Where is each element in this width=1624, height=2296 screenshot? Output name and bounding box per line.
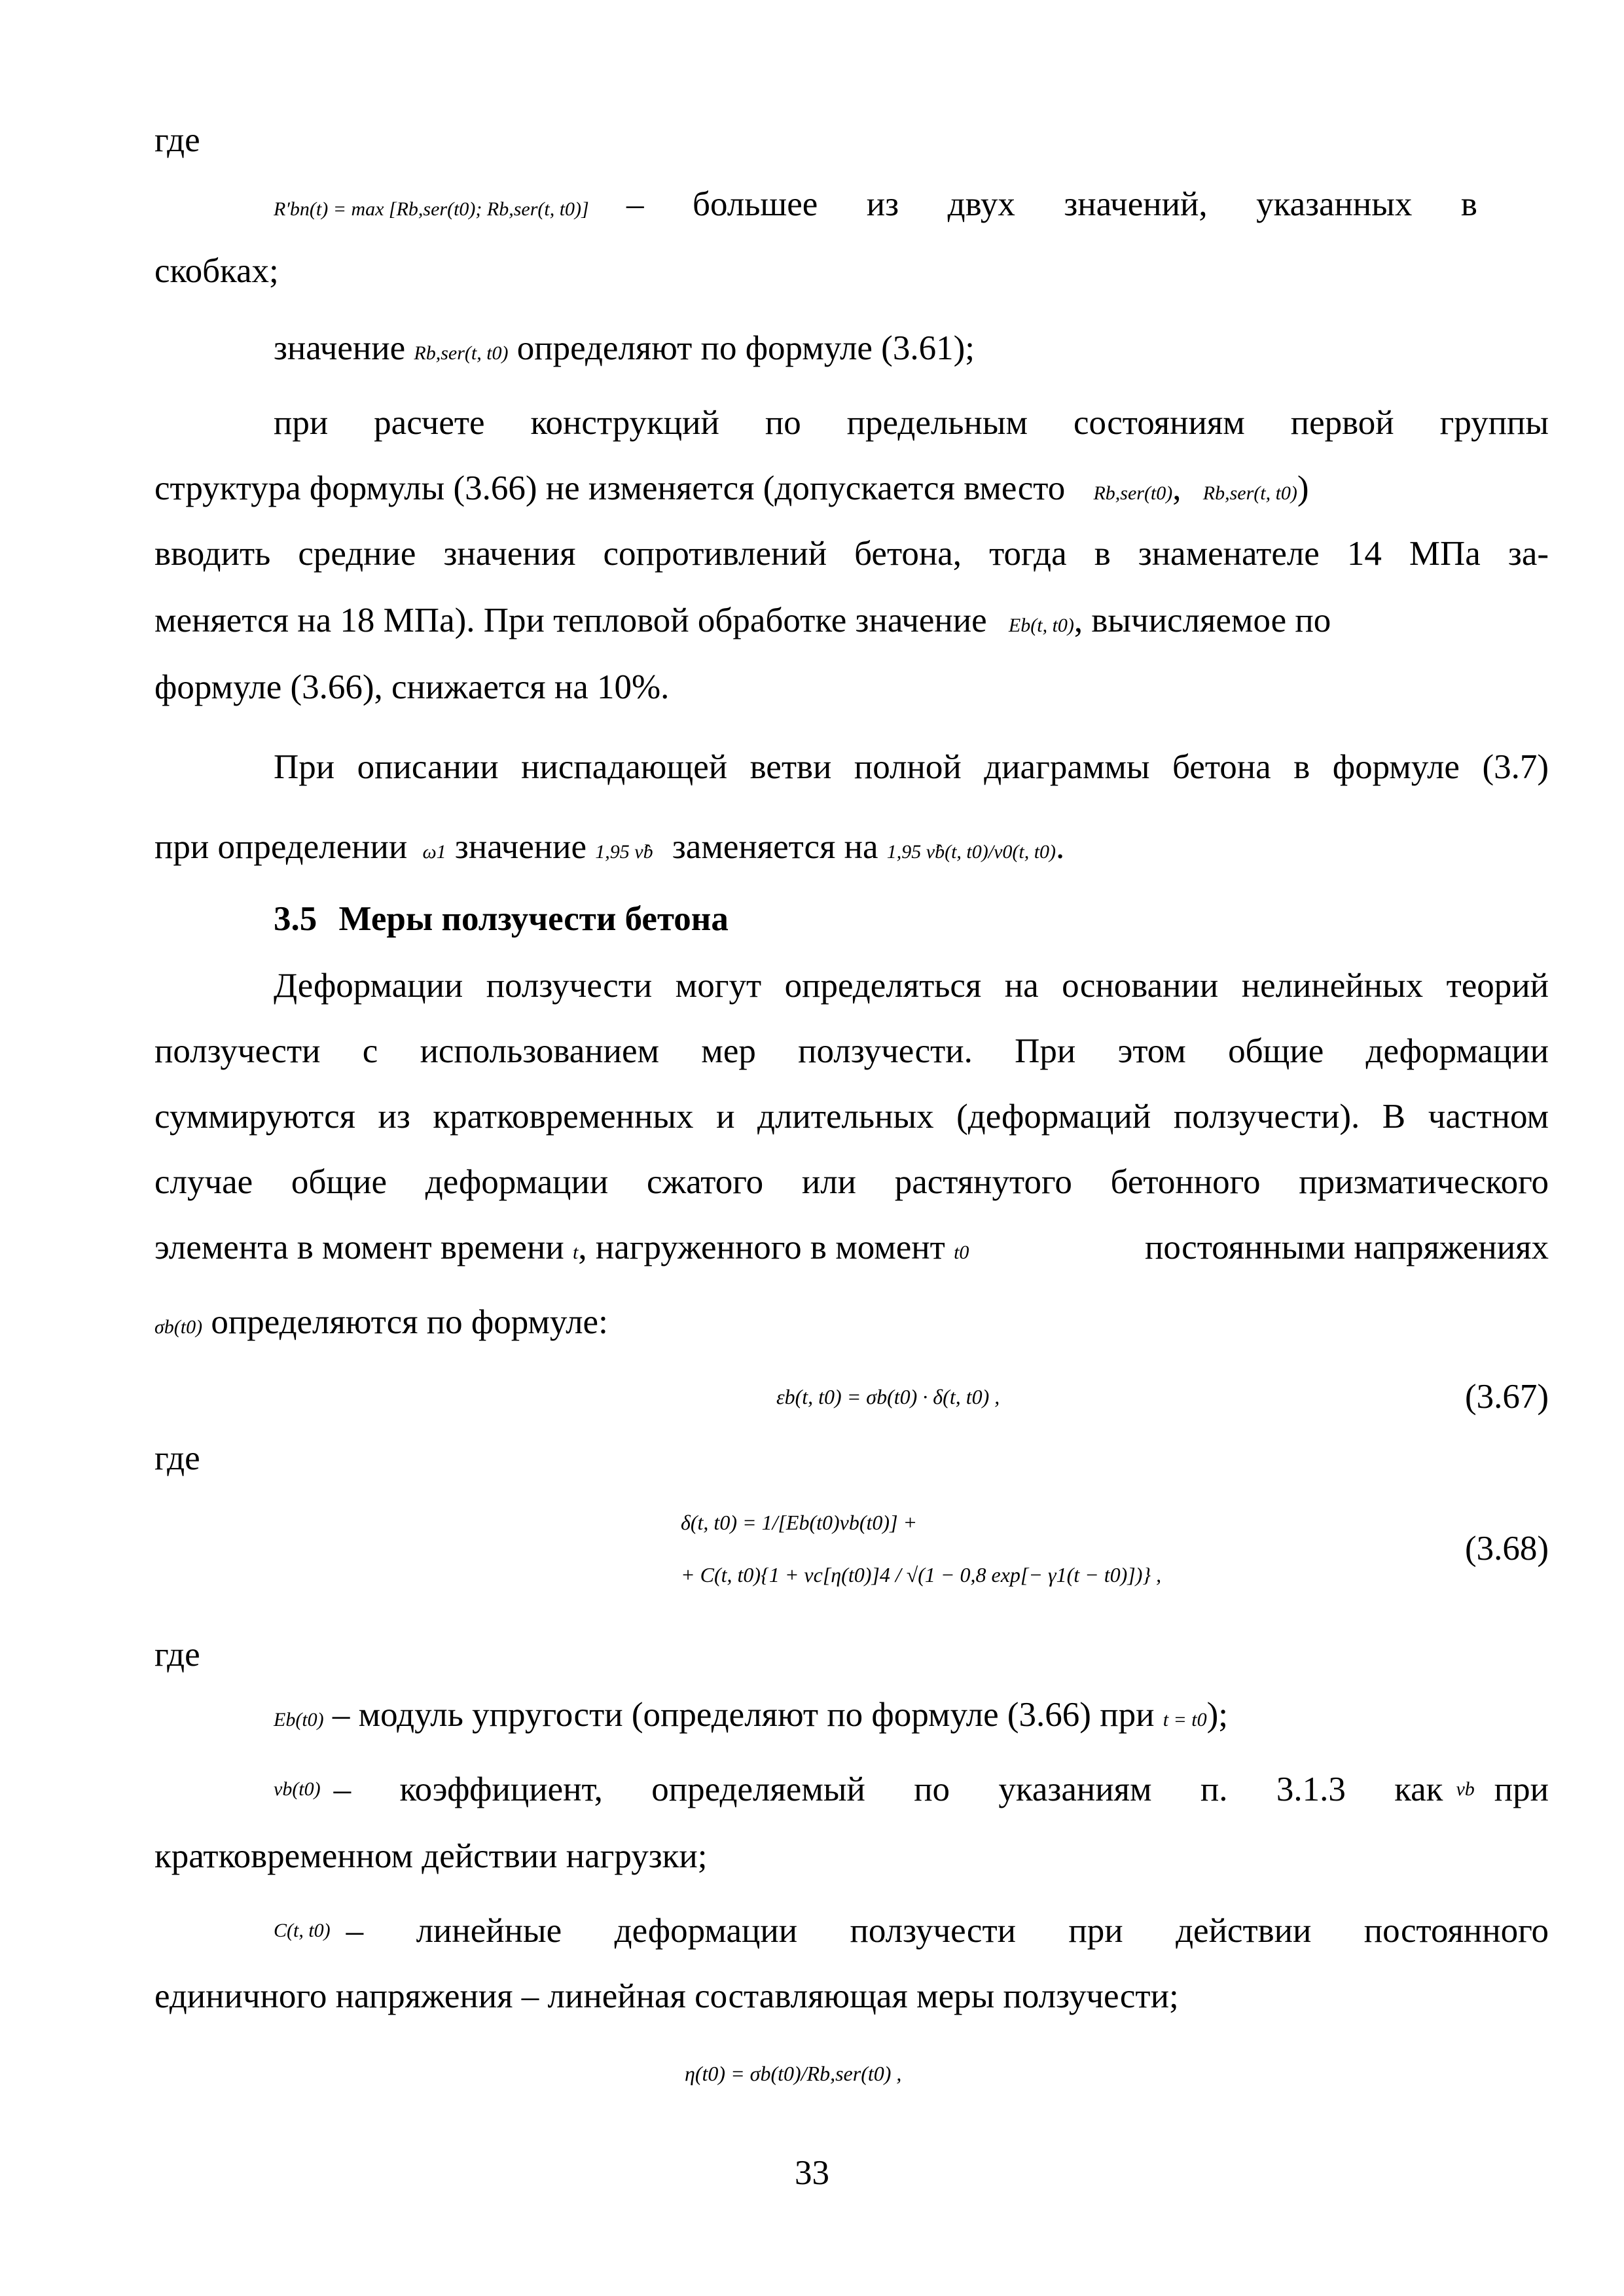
creep-text-c: постоянными напряжениях <box>1144 1229 1549 1266</box>
where-label-3: где <box>154 1636 200 1674</box>
rbn-description-end: скобках; <box>154 252 279 290</box>
t-symbol: t <box>573 1242 579 1263</box>
nub-formula: νb <box>1456 1778 1475 1800</box>
rbn-formula: R′bn(t) = max [Rb,ser(t0); Rb,ser(t, t0)] <box>274 198 589 220</box>
heat-treatment-text: меняется на 18 МПа). При тепловой обработке значение <box>154 601 987 639</box>
creep-line-3: суммируются из кратковременных и длительных (деформаций ползучести). В частном <box>154 1098 1549 1136</box>
equation-number-3-67: (3.67) <box>1464 1378 1549 1416</box>
equation-3-68-line-1: δ(t, t0) = 1/[Eb(t0)νb(t0)] + <box>681 1511 918 1534</box>
creep-text-a: элемента в момент времени <box>154 1229 564 1266</box>
creep-text-end: определяются по формуле: <box>211 1303 608 1341</box>
section-heading <box>274 899 729 939</box>
eb-definition-line <box>274 1695 1228 1740</box>
nub-definition-line <box>274 1770 1549 1809</box>
first-group-text: структура формулы (3.66) не изменяется (допускается вместо <box>154 469 1066 507</box>
first-group-line-1: при расчете конструкций по предельным состояниям первой группы <box>274 404 1549 442</box>
eb-description: – модуль упругости (определяют по формуле (3.66) при <box>332 1696 1155 1734</box>
rbn-definition-line <box>274 185 1477 229</box>
eb-formula: Eb(t, t0) <box>1008 615 1074 636</box>
eb-description-end: ); <box>1206 1696 1228 1734</box>
rbser-tail: определяют по формуле (3.61); <box>516 329 975 367</box>
equation-3-68-line-2: + C(t, t0){1 + νc[η(t0)]4 / √(1 − 0,8 exp[− γ1(t − t0)])} , <box>681 1563 1162 1587</box>
c-formula: C(t, t0) <box>274 1920 331 1941</box>
where-label-2: где <box>154 1439 200 1477</box>
eb-t0-formula: Eb(t0) <box>274 1709 324 1731</box>
rbser-tt0-formula: Rb,ser(t, t0) <box>1202 482 1297 504</box>
rbn-description: – большее из двух значений, указанных в <box>626 185 1477 223</box>
heat-treatment-tail: , вычисляемое по <box>1074 601 1331 639</box>
first-group-line-3: вводить средние значения сопротивлений бетона, тогда в знаменателе 14 МПа за- <box>154 535 1549 573</box>
equation-number-3-68: (3.68) <box>1464 1530 1549 1568</box>
section-number: 3.5 <box>274 900 317 938</box>
rbser-formula: Rb,ser(t, t0) <box>414 342 509 364</box>
nub-description-end: при <box>1494 1770 1549 1808</box>
nu-ratio-formula: 1,95 ν̂b(t, t0)/ν0(t, t0) <box>886 841 1056 863</box>
period: . <box>1056 828 1065 866</box>
creep-text-b: , нагруженного в момент <box>578 1229 945 1266</box>
first-group-line-2 <box>154 469 1309 513</box>
equation-eta: η(t0) = σb(t0)/Rb,ser(t0) , <box>685 2062 902 2085</box>
rbser-t0-formula: Rb,ser(t0) <box>1093 482 1173 504</box>
nub-description-line-2: кратковременном действии нагрузки; <box>154 1837 708 1875</box>
t0-symbol: t0 <box>954 1242 969 1263</box>
creep-line-4: случае общие деформации сжатого или растянутого бетонного призматического <box>154 1163 1549 1201</box>
creep-line-5 <box>154 1228 1549 1272</box>
page-number: 33 <box>795 2154 829 2192</box>
equation-3-67: εb(t, t0) = σb(t0) · δ(t, t0) , <box>776 1385 1000 1408</box>
descending-text-a: при определении <box>154 828 408 866</box>
section-title: Меры ползучести бетона <box>338 900 729 938</box>
omega1-formula: ω1 <box>422 841 446 863</box>
sigma-b-formula: σb(t0) <box>154 1316 203 1338</box>
c-description: – линейные деформации ползучести при действии постоянного <box>346 1912 1549 1950</box>
descending-line-1: При описании ниспадающей ветви полной диаграммы бетона в формуле (3.7) <box>274 748 1549 786</box>
descending-text-c: заменяется на <box>672 828 878 866</box>
nub-t0-formula: νb(t0) <box>274 1778 321 1800</box>
creep-line-2: ползучести с использованием мер ползучести. При этом общие деформации <box>154 1032 1549 1070</box>
rbser-value-line <box>274 329 975 373</box>
first-group-line-4 <box>154 601 1331 645</box>
comma: , <box>1172 469 1182 507</box>
descending-line-2 <box>154 827 1064 872</box>
c-definition-line <box>274 1911 1549 1950</box>
closing-paren: ) <box>1297 469 1309 507</box>
rbser-lead: значение <box>274 329 406 367</box>
descending-text-b: значение <box>454 828 587 866</box>
c-description-line-2: единичного напряжения – линейная составляющая меры ползучести; <box>154 1977 1179 2015</box>
nu-hat-formula: 1,95 ν̂b <box>595 841 653 863</box>
t-equals-t0: t = t0 <box>1163 1709 1207 1731</box>
where-label-1: где <box>154 121 200 159</box>
creep-line-1: Деформации ползучести могут определяться на основании нелинейных теорий <box>274 967 1549 1005</box>
first-group-line-5: формуле (3.66), снижается на 10%. <box>154 668 670 706</box>
nub-description: – коэффициент, определяемый по указаниям п. 3.1.3 как <box>333 1770 1443 1808</box>
creep-line-6 <box>154 1302 608 1347</box>
